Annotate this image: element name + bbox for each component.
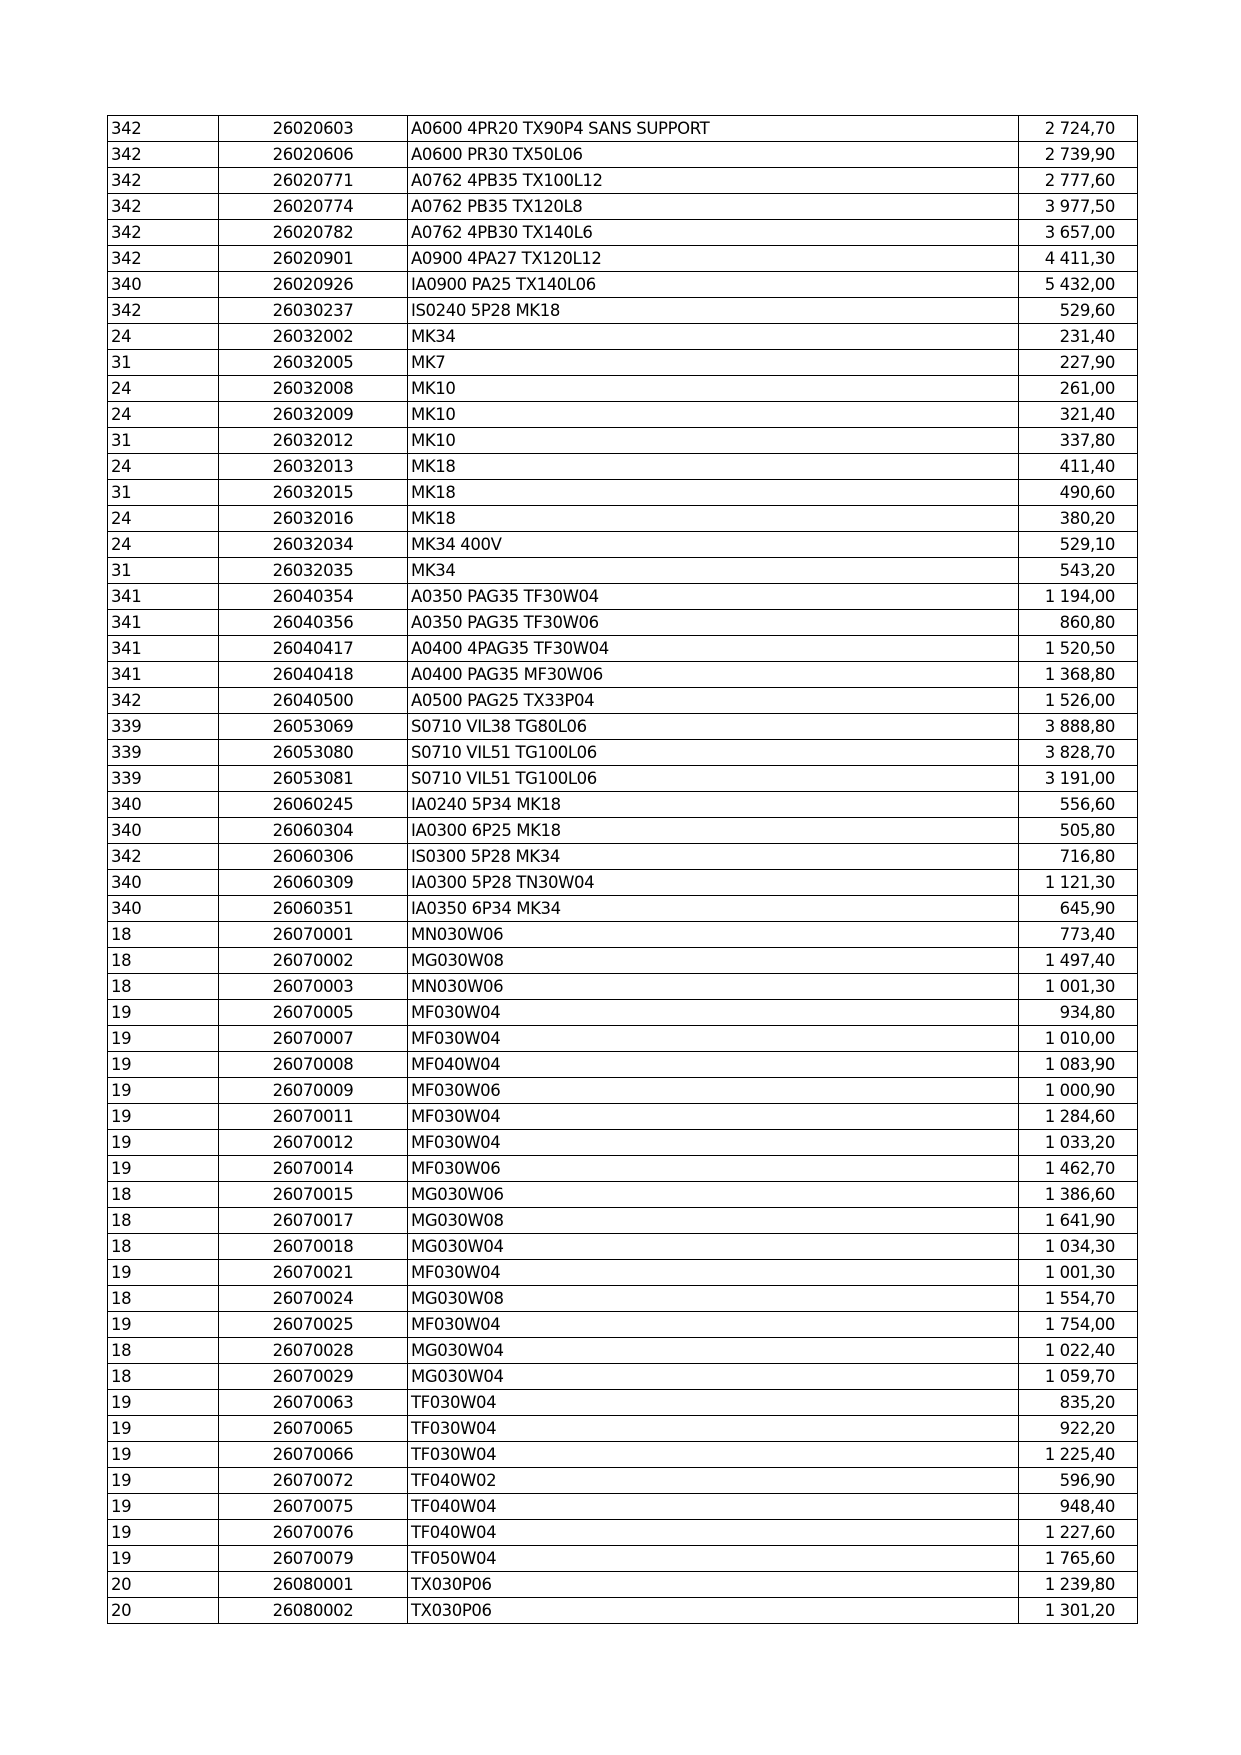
article-code-cell: 26032012 (219, 428, 408, 454)
price-cell: 2 724,70 (1019, 116, 1138, 142)
description-cell: MG030W04 (408, 1364, 1019, 1390)
group-cell: 342 (108, 116, 219, 142)
table-row (108, 1416, 1138, 1442)
article-code-cell: 26080002 (219, 1598, 408, 1624)
price-cell: 1 227,60 (1019, 1520, 1138, 1546)
group-cell: 342 (108, 220, 219, 246)
description-cell: TF050W04 (408, 1546, 1019, 1572)
description-cell: S0710 VIL51 TG100L06 (408, 740, 1019, 766)
group-cell: 341 (108, 584, 219, 610)
price-cell: 1 121,30 (1019, 870, 1138, 896)
price-cell: 505,80 (1019, 818, 1138, 844)
price-cell: 321,40 (1019, 402, 1138, 428)
group-cell: 18 (108, 1338, 219, 1364)
group-cell: 342 (108, 688, 219, 714)
table-row (108, 1156, 1138, 1182)
table-row (108, 1208, 1138, 1234)
table-row (108, 480, 1138, 506)
table-row (108, 272, 1138, 298)
table-row (108, 1078, 1138, 1104)
article-code-cell: 26040418 (219, 662, 408, 688)
table-row (108, 1104, 1138, 1130)
description-cell: TF030W04 (408, 1442, 1019, 1468)
group-cell: 341 (108, 610, 219, 636)
table-row (108, 610, 1138, 636)
group-cell: 18 (108, 974, 219, 1000)
article-code-cell: 26070003 (219, 974, 408, 1000)
price-cell: 231,40 (1019, 324, 1138, 350)
price-cell: 529,60 (1019, 298, 1138, 324)
table-row (108, 1026, 1138, 1052)
group-cell: 24 (108, 506, 219, 532)
price-cell: 337,80 (1019, 428, 1138, 454)
price-cell: 380,20 (1019, 506, 1138, 532)
table-row (108, 688, 1138, 714)
table-row (108, 636, 1138, 662)
article-code-cell: 26070025 (219, 1312, 408, 1338)
table-row (108, 1260, 1138, 1286)
price-cell: 1 526,00 (1019, 688, 1138, 714)
description-cell: A0762 4PB35 TX100L12 (408, 168, 1019, 194)
table-row (108, 1494, 1138, 1520)
price-cell: 2 777,60 (1019, 168, 1138, 194)
group-cell: 340 (108, 818, 219, 844)
table-row (108, 142, 1138, 168)
article-code-cell: 26070075 (219, 1494, 408, 1520)
table-row (108, 896, 1138, 922)
group-cell: 20 (108, 1572, 219, 1598)
article-code-cell: 26020771 (219, 168, 408, 194)
article-code-cell: 26070029 (219, 1364, 408, 1390)
table-row (108, 376, 1138, 402)
price-cell: 1 194,00 (1019, 584, 1138, 610)
article-code-cell: 26060309 (219, 870, 408, 896)
article-code-cell: 26070002 (219, 948, 408, 974)
group-cell: 341 (108, 662, 219, 688)
price-cell: 1 225,40 (1019, 1442, 1138, 1468)
description-cell: MF030W04 (408, 1000, 1019, 1026)
article-code-cell: 26070076 (219, 1520, 408, 1546)
table-row (108, 714, 1138, 740)
price-cell: 1 520,50 (1019, 636, 1138, 662)
table-row (108, 506, 1138, 532)
article-code-cell: 26060351 (219, 896, 408, 922)
table-row (108, 1546, 1138, 1572)
group-cell: 19 (108, 1416, 219, 1442)
article-code-cell: 26080001 (219, 1572, 408, 1598)
description-cell: A0500 PAG25 TX33P04 (408, 688, 1019, 714)
article-code-cell: 26020901 (219, 246, 408, 272)
description-cell: MF030W04 (408, 1260, 1019, 1286)
article-code-cell: 26060245 (219, 792, 408, 818)
description-cell: MG030W06 (408, 1182, 1019, 1208)
price-cell: 1 301,20 (1019, 1598, 1138, 1624)
group-cell: 339 (108, 766, 219, 792)
table-row (108, 792, 1138, 818)
price-cell: 3 657,00 (1019, 220, 1138, 246)
group-cell: 342 (108, 142, 219, 168)
price-cell: 529,10 (1019, 532, 1138, 558)
price-cell: 543,20 (1019, 558, 1138, 584)
table-row (108, 1442, 1138, 1468)
article-code-cell: 26020782 (219, 220, 408, 246)
group-cell: 340 (108, 792, 219, 818)
price-cell: 3 977,50 (1019, 194, 1138, 220)
group-cell: 19 (108, 1156, 219, 1182)
price-cell: 1 033,20 (1019, 1130, 1138, 1156)
group-cell: 18 (108, 1182, 219, 1208)
article-code-cell: 26070014 (219, 1156, 408, 1182)
group-cell: 18 (108, 1234, 219, 1260)
group-cell: 19 (108, 1442, 219, 1468)
article-code-cell: 26070018 (219, 1234, 408, 1260)
table-row (108, 1468, 1138, 1494)
article-code-cell: 26070024 (219, 1286, 408, 1312)
table-row (108, 1338, 1138, 1364)
group-cell: 24 (108, 454, 219, 480)
description-cell: A0350 PAG35 TF30W04 (408, 584, 1019, 610)
description-cell: MK10 (408, 402, 1019, 428)
price-cell: 4 411,30 (1019, 246, 1138, 272)
price-cell: 1 022,40 (1019, 1338, 1138, 1364)
article-code-cell: 26040500 (219, 688, 408, 714)
description-cell: MF030W04 (408, 1130, 1019, 1156)
group-cell: 18 (108, 1286, 219, 1312)
article-code-cell: 26070079 (219, 1546, 408, 1572)
description-cell: MN030W06 (408, 974, 1019, 1000)
price-cell: 1 368,80 (1019, 662, 1138, 688)
group-cell: 19 (108, 1494, 219, 1520)
group-cell: 19 (108, 1390, 219, 1416)
description-cell: MK18 (408, 454, 1019, 480)
description-cell: MG030W08 (408, 1286, 1019, 1312)
group-cell: 340 (108, 896, 219, 922)
description-cell: IA0900 PA25 TX140L06 (408, 272, 1019, 298)
price-cell: 948,40 (1019, 1494, 1138, 1520)
price-cell: 1 641,90 (1019, 1208, 1138, 1234)
article-code-cell: 26070021 (219, 1260, 408, 1286)
price-cell: 1 386,60 (1019, 1182, 1138, 1208)
table-row (108, 1598, 1138, 1624)
table-row (108, 1572, 1138, 1598)
price-cell: 716,80 (1019, 844, 1138, 870)
description-cell: MK7 (408, 350, 1019, 376)
article-code-cell: 26053081 (219, 766, 408, 792)
price-cell: 1 010,00 (1019, 1026, 1138, 1052)
description-cell: A0400 4PAG35 TF30W04 (408, 636, 1019, 662)
table-row (108, 766, 1138, 792)
table-row (108, 1234, 1138, 1260)
price-cell: 261,00 (1019, 376, 1138, 402)
table-row (108, 454, 1138, 480)
table-row (108, 1312, 1138, 1338)
description-cell: A0600 PR30 TX50L06 (408, 142, 1019, 168)
description-cell: MK10 (408, 428, 1019, 454)
article-code-cell: 26070063 (219, 1390, 408, 1416)
price-cell: 1 765,60 (1019, 1546, 1138, 1572)
description-cell: IA0300 6P25 MK18 (408, 818, 1019, 844)
description-cell: MF030W04 (408, 1312, 1019, 1338)
article-code-cell: 26060304 (219, 818, 408, 844)
description-cell: A0900 4PA27 TX120L12 (408, 246, 1019, 272)
group-cell: 19 (108, 1078, 219, 1104)
group-cell: 342 (108, 246, 219, 272)
article-code-cell: 26040354 (219, 584, 408, 610)
group-cell: 19 (108, 1026, 219, 1052)
price-cell: 596,90 (1019, 1468, 1138, 1494)
price-cell: 1 239,80 (1019, 1572, 1138, 1598)
article-code-cell: 26070009 (219, 1078, 408, 1104)
description-cell: IS0300 5P28 MK34 (408, 844, 1019, 870)
description-cell: MK34 (408, 558, 1019, 584)
price-cell: 2 739,90 (1019, 142, 1138, 168)
group-cell: 19 (108, 1312, 219, 1338)
price-cell: 1 083,90 (1019, 1052, 1138, 1078)
description-cell: TX030P06 (408, 1598, 1019, 1624)
article-code-cell: 26070001 (219, 922, 408, 948)
description-cell: MF030W04 (408, 1026, 1019, 1052)
table-row (108, 558, 1138, 584)
table-row (108, 1520, 1138, 1546)
price-cell: 5 432,00 (1019, 272, 1138, 298)
table-row (108, 116, 1138, 142)
price-table-body (108, 116, 1138, 1624)
price-cell: 1 001,30 (1019, 1260, 1138, 1286)
price-cell: 1 554,70 (1019, 1286, 1138, 1312)
table-row (108, 194, 1138, 220)
description-cell: IS0240 5P28 MK18 (408, 298, 1019, 324)
article-code-cell: 26053069 (219, 714, 408, 740)
article-code-cell: 26030237 (219, 298, 408, 324)
description-cell: S0710 VIL38 TG80L06 (408, 714, 1019, 740)
article-code-cell: 26032035 (219, 558, 408, 584)
price-cell: 1 034,30 (1019, 1234, 1138, 1260)
group-cell: 19 (108, 1130, 219, 1156)
table-row (108, 350, 1138, 376)
group-cell: 18 (108, 1208, 219, 1234)
group-cell: 339 (108, 714, 219, 740)
price-cell: 556,60 (1019, 792, 1138, 818)
price-cell: 645,90 (1019, 896, 1138, 922)
price-cell: 1 497,40 (1019, 948, 1138, 974)
table-row (108, 1052, 1138, 1078)
group-cell: 31 (108, 350, 219, 376)
description-cell: TX030P06 (408, 1572, 1019, 1598)
group-cell: 24 (108, 376, 219, 402)
group-cell: 342 (108, 194, 219, 220)
table-row (108, 324, 1138, 350)
price-cell: 1 754,00 (1019, 1312, 1138, 1338)
description-cell: A0762 PB35 TX120L8 (408, 194, 1019, 220)
price-cell: 1 000,90 (1019, 1078, 1138, 1104)
article-code-cell: 26070072 (219, 1468, 408, 1494)
table-row (108, 220, 1138, 246)
price-cell: 860,80 (1019, 610, 1138, 636)
description-cell: A0762 4PB30 TX140L6 (408, 220, 1019, 246)
description-cell: TF040W02 (408, 1468, 1019, 1494)
article-code-cell: 26070066 (219, 1442, 408, 1468)
article-code-cell: 26032013 (219, 454, 408, 480)
price-cell: 1 059,70 (1019, 1364, 1138, 1390)
article-code-cell: 26070012 (219, 1130, 408, 1156)
description-cell: MG030W04 (408, 1234, 1019, 1260)
price-cell: 1 001,30 (1019, 974, 1138, 1000)
price-cell: 1 462,70 (1019, 1156, 1138, 1182)
group-cell: 342 (108, 168, 219, 194)
table-row (108, 948, 1138, 974)
group-cell: 18 (108, 948, 219, 974)
description-cell: MK18 (408, 480, 1019, 506)
article-code-cell: 26020603 (219, 116, 408, 142)
description-cell: IA0300 5P28 TN30W04 (408, 870, 1019, 896)
price-cell: 934,80 (1019, 1000, 1138, 1026)
article-code-cell: 26070017 (219, 1208, 408, 1234)
group-cell: 31 (108, 428, 219, 454)
article-code-cell: 26032005 (219, 350, 408, 376)
description-cell: TF040W04 (408, 1520, 1019, 1546)
article-code-cell: 26060306 (219, 844, 408, 870)
price-cell: 3 828,70 (1019, 740, 1138, 766)
description-cell: MF030W06 (408, 1078, 1019, 1104)
article-code-cell: 26020926 (219, 272, 408, 298)
price-cell: 835,20 (1019, 1390, 1138, 1416)
article-code-cell: 26040417 (219, 636, 408, 662)
table-row (108, 402, 1138, 428)
article-code-cell: 26040356 (219, 610, 408, 636)
table-row (108, 818, 1138, 844)
description-cell: MF030W04 (408, 1104, 1019, 1130)
article-code-cell: 26032034 (219, 532, 408, 558)
description-cell: MK34 400V (408, 532, 1019, 558)
article-code-cell: 26070011 (219, 1104, 408, 1130)
price-cell: 3 191,00 (1019, 766, 1138, 792)
table-row (108, 1000, 1138, 1026)
group-cell: 19 (108, 1104, 219, 1130)
group-cell: 20 (108, 1598, 219, 1624)
description-cell: MN030W06 (408, 922, 1019, 948)
group-cell: 31 (108, 558, 219, 584)
price-table (107, 115, 1138, 1624)
group-cell: 19 (108, 1468, 219, 1494)
description-cell: TF030W04 (408, 1416, 1019, 1442)
description-cell: TF040W04 (408, 1494, 1019, 1520)
description-cell: MG030W08 (408, 1208, 1019, 1234)
price-cell: 3 888,80 (1019, 714, 1138, 740)
group-cell: 340 (108, 272, 219, 298)
description-cell: MF040W04 (408, 1052, 1019, 1078)
table-row (108, 428, 1138, 454)
group-cell: 19 (108, 1546, 219, 1572)
group-cell: 31 (108, 480, 219, 506)
description-cell: A0400 PAG35 MF30W06 (408, 662, 1019, 688)
article-code-cell: 26032015 (219, 480, 408, 506)
price-cell: 227,90 (1019, 350, 1138, 376)
article-code-cell: 26070028 (219, 1338, 408, 1364)
article-code-cell: 26020774 (219, 194, 408, 220)
group-cell: 19 (108, 1520, 219, 1546)
table-row (108, 740, 1138, 766)
table-row (108, 168, 1138, 194)
table-row (108, 974, 1138, 1000)
table-row (108, 584, 1138, 610)
price-cell: 773,40 (1019, 922, 1138, 948)
group-cell: 340 (108, 870, 219, 896)
price-cell: 411,40 (1019, 454, 1138, 480)
table-row (108, 246, 1138, 272)
table-row (108, 844, 1138, 870)
table-row (108, 662, 1138, 688)
description-cell: MK34 (408, 324, 1019, 350)
table-row (108, 922, 1138, 948)
group-cell: 24 (108, 402, 219, 428)
article-code-cell: 26070065 (219, 1416, 408, 1442)
price-cell: 922,20 (1019, 1416, 1138, 1442)
table-row (108, 1390, 1138, 1416)
group-cell: 18 (108, 1364, 219, 1390)
table-row (108, 1130, 1138, 1156)
article-code-cell: 26053080 (219, 740, 408, 766)
description-cell: A0350 PAG35 TF30W06 (408, 610, 1019, 636)
article-code-cell: 26070005 (219, 1000, 408, 1026)
description-cell: S0710 VIL51 TG100L06 (408, 766, 1019, 792)
price-cell: 490,60 (1019, 480, 1138, 506)
description-cell: IA0350 6P34 MK34 (408, 896, 1019, 922)
table-row (108, 1182, 1138, 1208)
article-code-cell: 26032016 (219, 506, 408, 532)
description-cell: A0600 4PR20 TX90P4 SANS SUPPORT (408, 116, 1019, 142)
group-cell: 19 (108, 1000, 219, 1026)
group-cell: 24 (108, 324, 219, 350)
description-cell: MK10 (408, 376, 1019, 402)
article-code-cell: 26020606 (219, 142, 408, 168)
article-code-cell: 26070015 (219, 1182, 408, 1208)
group-cell: 342 (108, 844, 219, 870)
description-cell: MG030W04 (408, 1338, 1019, 1364)
group-cell: 24 (108, 532, 219, 558)
table-row (108, 1286, 1138, 1312)
group-cell: 342 (108, 298, 219, 324)
article-code-cell: 26032002 (219, 324, 408, 350)
article-code-cell: 26032008 (219, 376, 408, 402)
table-row (108, 870, 1138, 896)
description-cell: TF030W04 (408, 1390, 1019, 1416)
group-cell: 18 (108, 922, 219, 948)
group-cell: 339 (108, 740, 219, 766)
article-code-cell: 26032009 (219, 402, 408, 428)
group-cell: 19 (108, 1260, 219, 1286)
article-code-cell: 26070007 (219, 1026, 408, 1052)
table-row (108, 1364, 1138, 1390)
table-row (108, 298, 1138, 324)
group-cell: 341 (108, 636, 219, 662)
description-cell: IA0240 5P34 MK18 (408, 792, 1019, 818)
description-cell: MG030W08 (408, 948, 1019, 974)
article-code-cell: 26070008 (219, 1052, 408, 1078)
description-cell: MF030W06 (408, 1156, 1019, 1182)
price-cell: 1 284,60 (1019, 1104, 1138, 1130)
table-row (108, 532, 1138, 558)
group-cell: 19 (108, 1052, 219, 1078)
description-cell: MK18 (408, 506, 1019, 532)
